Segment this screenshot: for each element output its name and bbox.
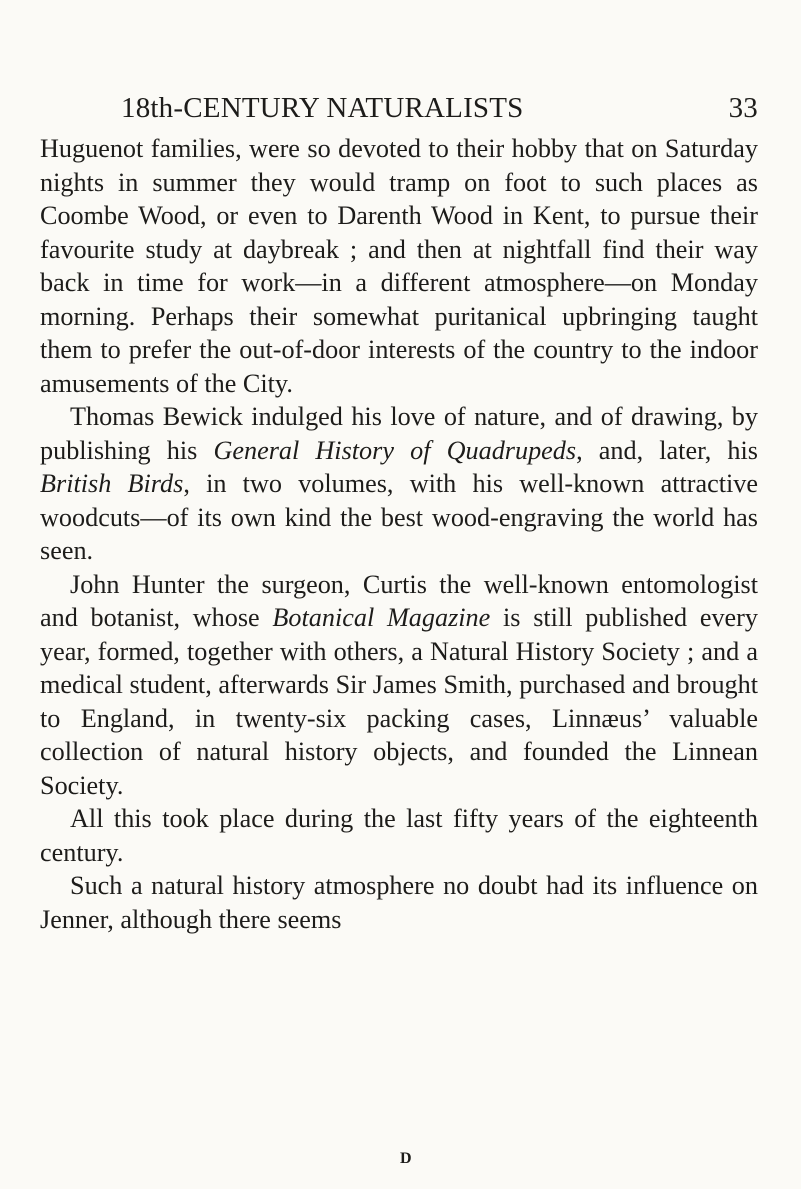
running-title-text: -CENTURY NATURALISTS	[173, 92, 524, 124]
book-page	[40, 92, 758, 936]
paragraph-text-segment: John Hunter the surgeon, Curtis the well-known entomologist and botanist, whose	[40, 569, 758, 632]
body-text	[40, 132, 758, 936]
paragraph-1	[40, 132, 758, 400]
page-number: 33	[728, 92, 758, 124]
running-title-ordinal: th	[150, 92, 174, 124]
italic-title-text: Botanical Magazine	[272, 603, 491, 632]
paragraph-text-segment: Such a natural history atmosphere no doubt had its influence on Jenner, although there seems	[40, 871, 758, 934]
italic-title-text: British Birds	[40, 469, 184, 498]
paragraph-text-segment: Huguenot families, were so devoted to their hobby that on Saturday nights in summer they would tramp on foot to such places as Coombe Wood, or even to Darenth Wood in Kent, to pursue their favourite study at daybreak ; and then at nightfall find their way back in time for work—in a different atmosphere—on Monday morning. Perhaps their somewhat puritanical upbringing taught them to prefer the out-of-door interests of the country to the indoor amusements of the City.	[40, 134, 758, 398]
running-head	[40, 92, 758, 132]
paragraph-4	[40, 802, 758, 869]
paragraph-text-segment: Thomas Bewick indulged his love of nature, and of drawing, by publishing his	[40, 402, 758, 465]
paragraph-text-segment: , and, later, his	[576, 435, 758, 465]
paragraph-text-segment: , in two volumes, with his well-known attractive woodcuts—of its own kind the best wood-engraving the world has seen.	[40, 469, 759, 565]
paragraph-text-segment: is still published every year, formed, together with others, a Natural History Society ; and a medical student, afterwards Sir James Smith, purchased and brought to England, in twenty-six packing cases, Linnæus’ valuable collection of natural history objects, and founded the Linnean Society.	[40, 603, 758, 800]
running-title	[121, 92, 524, 125]
running-title-numeral: 18	[121, 92, 151, 124]
paragraph-2	[40, 400, 758, 568]
italic-title-text: General History of Quadrupeds	[213, 435, 577, 465]
paragraph-text-segment: All this took place during the last fifty years of the eighteenth century.	[40, 804, 758, 867]
paragraph-3	[40, 568, 758, 803]
signature-mark: D	[400, 1150, 413, 1167]
paragraph-5	[40, 869, 758, 936]
